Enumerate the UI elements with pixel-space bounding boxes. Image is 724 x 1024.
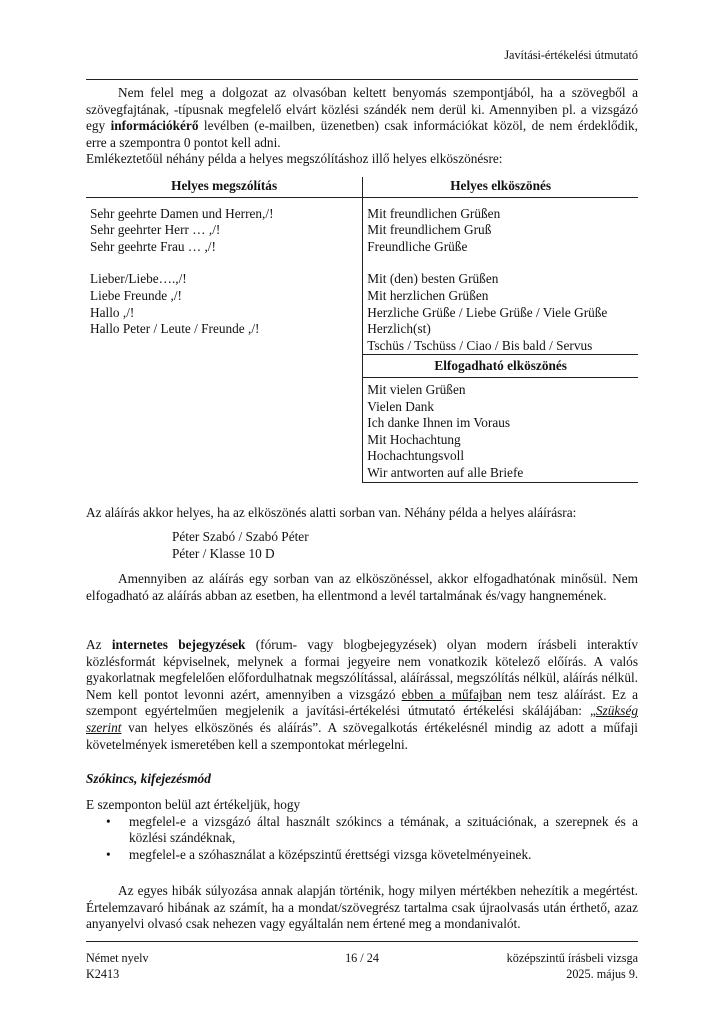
greeting-table xyxy=(86,177,638,483)
intro-paragraph: Nem felel meg a dolgozat az olvasóban keltett benyomás szempontjából, ha a szövegből a szövegfajtának, -típusnak megfelelő elvárt közlési szándék nem derül ki. Amennyiben pl. a vizsgázó egy információkérő levélben (e-mailben, üzenetben) csak információkat közöl, de nem érdeklődik, erre a szempontra 0 pontot kell adni. xyxy=(86,85,638,150)
intro-reminder: Emlékeztetőül néhány példa a helyes megszólításhoz illő helyes elköszönésre: xyxy=(86,151,503,167)
footer-code: K2413 xyxy=(86,967,120,981)
internet-posts-paragraph: Az internetes bejegyzések (fórum- vagy blogbejegyzések) olyan modern írásbeli interaktív közlésformát képviselnek, melynek a formai jegyeire nem vonatkozik kötelező előírás. A valós gyakorlatnak megfelelően előfordulhatnak megszólítással, aláírással, megszólítás nélkül, aláírás nélkül. Nem kell pontot levonni azért, amennyiben a vizsgázó ebben a műfajban nem tesz aláírást. Ez a szempont egyértelműen megjelenik a javítási-értékelési útmutató értékelési skálájában: „Szükség szerint van helyes elköszönés és aláírás”. A szövegalkotás értékelésnél mindig az adott a műfaji követelmények ismeretében kell a szempontokat mérlegelni. xyxy=(86,637,638,752)
closing-line: Mit herzlichen Grüßen xyxy=(367,287,489,303)
greeting-line: Liebe Freunde ,/! xyxy=(90,287,182,303)
closing-line: Herzlich(st) xyxy=(367,321,431,337)
acceptable-closing-line: Ich danke Ihnen im Voraus xyxy=(367,415,511,431)
acceptable-closing-heading: Elfogadható elköszönés xyxy=(363,355,638,378)
closing-line: Mit freundlichem Gruß xyxy=(367,222,492,238)
header-rule xyxy=(86,79,638,80)
signature-example: Péter Szabó / Szabó Péter xyxy=(172,529,309,544)
vocabulary-section xyxy=(86,797,638,863)
acceptable-closing-line: Wir antworten auf alle Briefe xyxy=(367,464,524,480)
closings-cell xyxy=(363,197,638,355)
intro-section xyxy=(86,85,638,168)
error-weighting-paragraph: Az egyes hibák súlyozása annak alapján történik, hogy milyen mértékben nehezítik a megértést. Értelemzavaró hibának az számít, ha a mondat/szövegrész tartalma csak újraolvasás után érthető, azaz anyanyelvi olvasó csak nehezen vagy egyáltalán nem értené meg a mondanivalót. xyxy=(86,883,638,932)
footer-subject: Német nyelv xyxy=(86,951,149,965)
page-number: 16 / 24 xyxy=(345,951,379,965)
criteria-list xyxy=(86,814,638,864)
acceptable-closings-cell xyxy=(363,377,638,482)
greeting-line: Sehr geehrte Damen und Herren,/! xyxy=(90,205,274,221)
acceptable-closing-line: Vielen Dank xyxy=(367,398,435,414)
signature-example: Péter / Klasse 10 D xyxy=(172,546,275,561)
footer-rule xyxy=(86,941,638,942)
greeting-line: Sehr geehrter Herr … ,/! xyxy=(90,222,221,238)
closing-line: Herzliche Grüße / Liebe Grüße / Viele Grüße xyxy=(367,304,608,320)
closing-line: Tschüs / Tschüss / Ciao / Bis bald / Servus xyxy=(367,337,593,353)
list-item: • megfelel-e a szóhasználat a középszintű érettségi vizsga követelményeinek. xyxy=(129,847,638,864)
greeting-line: Lieber/Liebe….,/! xyxy=(90,271,187,287)
list-item: • megfelel-e a vizsgázó által használt szókincs a témának, a szituációnak, a szerepnek és a közlési szándéknak, xyxy=(129,814,638,847)
greeting-line: Hallo ,/! xyxy=(90,304,135,320)
vocabulary-heading: Szókincs, kifejezésmód xyxy=(86,771,211,786)
col-header-greeting: Helyes megszólítás xyxy=(86,177,363,197)
col-header-closing: Helyes elköszönés xyxy=(363,177,638,197)
greetings-cell xyxy=(86,197,363,482)
acceptable-closing-line: Mit Hochachtung xyxy=(367,431,461,447)
closing-line: Mit (den) besten Grüßen xyxy=(367,271,499,287)
signature-intro: Az aláírás akkor helyes, ha az elköszönés alatti sorban van. Néhány példa a helyes aláírásra: xyxy=(86,505,577,520)
header-title: Javítási-értékelési útmutató xyxy=(504,48,638,62)
acceptable-closing-line: Hochachtungsvoll xyxy=(367,448,465,464)
footer-date: 2025. május 9. xyxy=(566,967,638,981)
signature-note: Amennyiben az aláírás egy sorban van az elköszönéssel, akkor elfogadhatónak minősül. Nem elfogadható az aláírás abban az esetben, ha ellentmond a levél tartalmának és/vagy hangnemének. xyxy=(86,571,638,603)
acceptable-closing-line: Mit vielen Grüßen xyxy=(367,381,466,397)
closing-line: Mit freundlichen Grüßen xyxy=(367,205,501,221)
closing-line: Freundliche Grüße xyxy=(367,238,468,254)
greeting-line: Hallo Peter / Leute / Freunde ,/! xyxy=(90,321,260,337)
footer-exam-level: középszintű írásbeli vizsga xyxy=(506,951,638,965)
greeting-line: Sehr geehrte Frau … ,/! xyxy=(90,238,216,254)
vocabulary-intro: E szemponton belül azt értékeljük, hogy xyxy=(86,797,301,812)
